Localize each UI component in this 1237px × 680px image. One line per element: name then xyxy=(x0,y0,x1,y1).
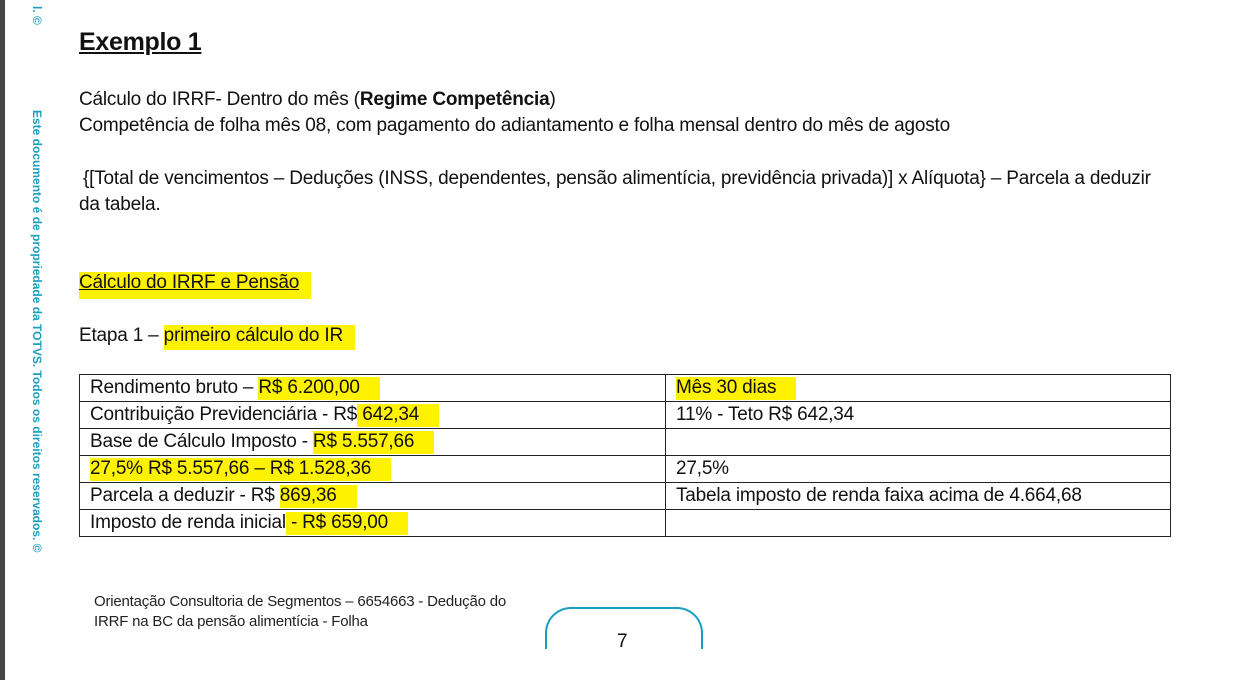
left-cell xyxy=(80,483,666,510)
right-cell-text: 27,5% xyxy=(676,458,729,479)
right-cell xyxy=(666,483,1171,510)
right-cell-highlight: Mês 30 dias xyxy=(676,377,796,400)
left-cell-text: Imposto de renda inicial xyxy=(90,512,286,533)
left-cell-highlight: 642,34 xyxy=(357,404,439,427)
left-cell xyxy=(80,456,666,483)
irrf-calculation-table xyxy=(79,374,1171,537)
calc-description-prefix: Cálculo do IRRF- Dentro do mês ( xyxy=(79,89,360,110)
left-cell-text: Contribuição Previdenciária - R$ xyxy=(90,404,358,425)
step-highlight: primeiro cálculo do IR xyxy=(164,325,355,350)
formula-line-1: {[Total de vencimentos – Deduções (INSS, dependentes, pensão alimentícia, previdência privada)] x Alíquota} – Parcela a deduzir xyxy=(83,168,1151,189)
left-cell-highlight: R$ 6.200,00 xyxy=(258,377,379,400)
page-number: 7 xyxy=(617,631,628,652)
right-cell xyxy=(666,429,1171,456)
calc-description-suffix: ) xyxy=(549,89,556,110)
left-cell xyxy=(80,429,666,456)
section-heading-text: Cálculo do IRRF e Pensão xyxy=(79,272,311,299)
left-cell-text: Base de Cálculo Imposto - xyxy=(90,431,313,452)
regime-label: Regime Competência xyxy=(359,89,550,110)
table-row xyxy=(80,402,1171,429)
section-heading xyxy=(79,272,311,294)
formula-line-2: da tabela. xyxy=(79,194,161,215)
right-cell-text: Tabela imposto de renda faixa acima de 4.664,68 xyxy=(676,485,1082,506)
left-cell-text: Parcela a deduzir - R$ xyxy=(90,485,280,506)
competence-description: Competência de folha mês 08, com pagamento do adiantamento e folha mensal dentro do mês de agosto xyxy=(79,115,950,136)
footer-note-line-1: Orientação Consultoria de Segmentos – 6654663 - Dedução do xyxy=(94,593,507,610)
left-cell-highlight: 27,5% R$ 5.557,66 – R$ 1.528,36 xyxy=(90,458,391,481)
step-prefix: Etapa 1 – xyxy=(79,325,164,346)
page-title: Exemplo 1 xyxy=(79,28,202,56)
step-heading xyxy=(79,325,355,347)
right-cell-text: 11% - Teto R$ 642,34 xyxy=(676,404,855,425)
right-cell xyxy=(666,510,1171,537)
left-cell xyxy=(80,510,666,537)
left-cell-highlight: R$ 5.557,66 xyxy=(313,431,434,454)
right-cell xyxy=(666,375,1171,402)
footer-note-line-2: IRRF na BC da pensão alimentícia - Folha xyxy=(94,613,368,630)
calc-description xyxy=(79,89,556,111)
copyright-sidebar: Este documento é de propriedade da TOTVS. Todos os direitos reservados. © xyxy=(30,110,44,553)
table-row xyxy=(80,429,1171,456)
table-row xyxy=(80,456,1171,483)
right-cell xyxy=(666,402,1171,429)
table-row xyxy=(80,375,1171,402)
left-cell-text: Rendimento bruto – xyxy=(90,377,259,398)
right-cell xyxy=(666,456,1171,483)
sidebar-top-mark: l. © xyxy=(30,6,44,25)
left-cell-highlight: - R$ 659,00 xyxy=(286,512,408,535)
left-cell-highlight: 869,36 xyxy=(280,485,357,508)
left-cell xyxy=(80,402,666,429)
table-row xyxy=(80,483,1171,510)
table-row xyxy=(80,510,1171,537)
left-cell xyxy=(80,375,666,402)
footer-note xyxy=(94,592,506,632)
page-left-border xyxy=(0,0,5,680)
